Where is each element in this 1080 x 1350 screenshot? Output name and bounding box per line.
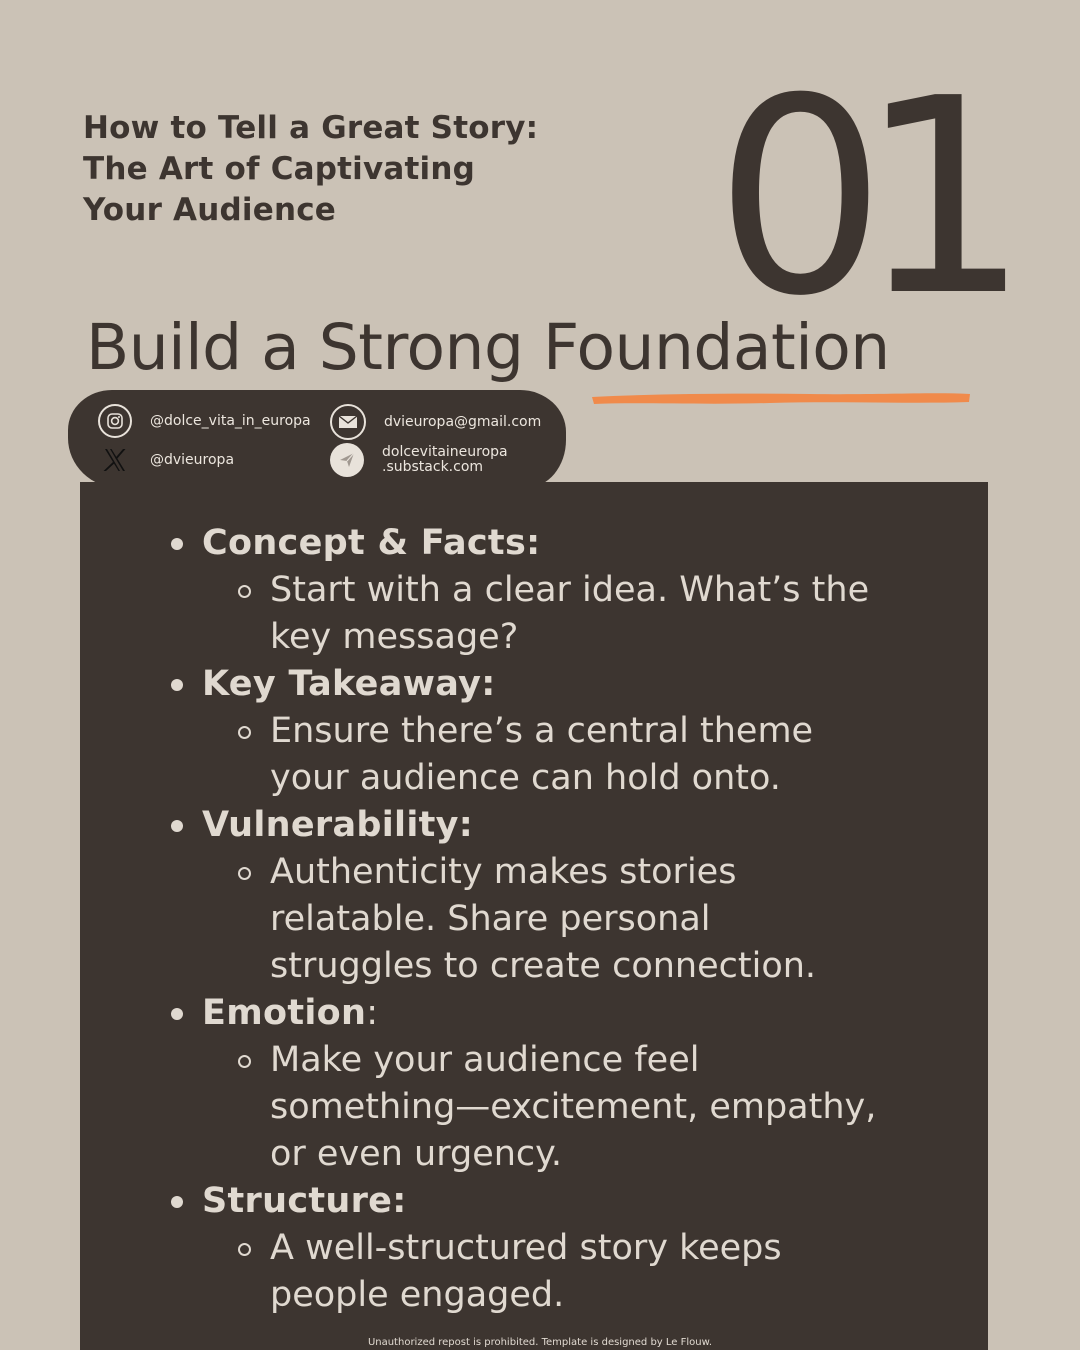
item-body xyxy=(202,849,962,990)
item-colon: : xyxy=(392,1181,407,1221)
item-body xyxy=(202,708,962,802)
foundation-list xyxy=(162,520,962,1319)
content-panel xyxy=(80,482,988,1350)
subtitle-line-2: The Art of Captivating xyxy=(83,151,476,187)
list-item-emotion xyxy=(162,990,962,1178)
item-heading: Emotion xyxy=(202,993,367,1033)
subtitle-line-3: Your Audience xyxy=(83,192,337,228)
instagram-icon xyxy=(98,404,132,438)
instagram-handle: @dolce_vita_in_europa xyxy=(150,413,311,429)
item-colon: : xyxy=(458,805,474,845)
list-item-concept xyxy=(162,520,962,661)
item-heading: Structure xyxy=(202,1181,393,1221)
item-body-line: or even urgency. xyxy=(270,1134,562,1174)
x-contact[interactable] xyxy=(98,443,234,477)
slide-number: 01 xyxy=(714,40,1002,355)
send-arrow-icon xyxy=(330,443,364,477)
list-item-structure xyxy=(162,1178,962,1319)
item-body xyxy=(202,1037,962,1178)
item-heading: Key Takeaway xyxy=(202,664,482,704)
substack-contact[interactable] xyxy=(330,443,508,477)
subtitle-line-1: How to Tell a Great Story: xyxy=(83,110,539,146)
item-body-line: people engaged. xyxy=(270,1275,565,1315)
item-body-line: struggles to create connection. xyxy=(270,946,817,986)
substack-url xyxy=(382,445,508,475)
item-body xyxy=(202,567,962,661)
item-body-line: Make your audience feel xyxy=(270,1040,700,1080)
item-heading: Vulnerability xyxy=(202,805,459,845)
item-body xyxy=(202,1225,962,1319)
social-contact-bar xyxy=(68,390,566,488)
brush-underline xyxy=(590,388,972,408)
x-handle: @dvieuropa xyxy=(150,452,235,468)
substack-url-line-2: .substack.com xyxy=(382,459,484,475)
item-body-line: something—excitement, empathy, xyxy=(270,1087,877,1127)
copyright-footer: Unauthorized repost is prohibited. Template is designed by Le Flouw. xyxy=(367,1337,713,1348)
email-address: dvieuropa@gmail.com xyxy=(384,414,542,430)
item-body-line: key message? xyxy=(270,617,519,657)
item-body-line: Authenticity makes stories xyxy=(270,852,737,892)
item-body-line: A well-structured story keeps xyxy=(270,1228,782,1268)
item-body-line: Start with a clear idea. What’s the xyxy=(270,570,870,610)
page-title: Build a Strong Foundation xyxy=(86,311,890,384)
instagram-contact[interactable] xyxy=(98,404,311,438)
email-contact[interactable] xyxy=(330,404,541,440)
post-subtitle xyxy=(83,108,643,231)
item-body-line: your audience can hold onto. xyxy=(270,758,781,798)
list-item-vulnerability xyxy=(162,802,962,990)
item-body-line: Ensure there’s a central theme xyxy=(270,711,814,751)
mail-icon xyxy=(330,404,366,440)
item-colon: : xyxy=(526,523,541,563)
list-item-takeaway xyxy=(162,661,962,802)
item-colon: : xyxy=(366,993,379,1033)
item-colon: : xyxy=(481,664,496,704)
x-logo-icon xyxy=(98,443,132,477)
item-body-line: relatable. Share personal xyxy=(270,899,711,939)
item-heading: Concept & Facts xyxy=(202,523,527,563)
substack-url-line-1: dolcevitaineuropa xyxy=(382,444,508,460)
